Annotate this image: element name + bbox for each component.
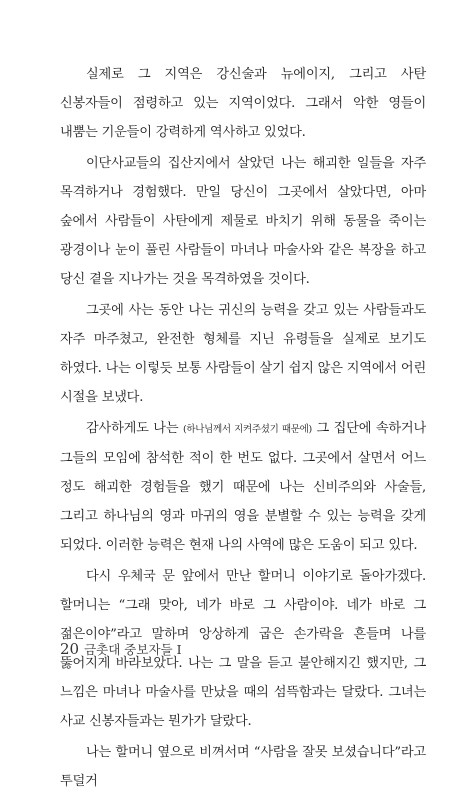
paragraph-4-text-after: 그 집단에 속하거나 그들의 모임에 참석한 적이 한 번도 없다. 그곳에서 살면서 어느 정도 해괴한 경험들을 했기 때문에 나는 신비주의와 사술들, 그리고 하나님의 영과 마귀의 영을 분별할 수 있는 능력을 갖게 되었다. 이러한 능력은 현재 나의 사역에 많은 도움이 되고 있다. bbox=[60, 421, 426, 553]
paragraph-4-text-before: 감사하게도 나는 bbox=[86, 421, 183, 436]
paragraph-5: 다시 우체국 문 앞에서 만난 할머니 이야기로 돌아가겠다. 할머니는 “그래 맞아, 네가 바로 그 사람이야. 네가 바로 그 젊은이야”라고 말하며 앙상하게 굽은 손가락을 흔들며 나를 뚫어지게 바라보았다. 나는 그 말을 듣고 불안해지긴 했지만, 그 느낌은 마녀나 마술사를 만났을 때의 섬뜩함과는 달랐다. 그녀는 사교 신봉자들과는 뭔가가 달랐다. bbox=[60, 569, 426, 729]
paragraph-4-parenthetical: (하나님께서 지켜주셨기 때문에) bbox=[182, 424, 312, 435]
body-text bbox=[60, 60, 426, 796]
paragraph-1: 실제로 그 지역은 강신술과 뉴에이지, 그리고 사탄 신봉자들이 점령하고 있는 지역이었다. 그래서 악한 영들이 내뿜는 기운들이 강력하게 역사하고 있었다. bbox=[60, 67, 426, 140]
paragraph-2: 이단사교들의 집산지에서 살았던 나는 해괴한 일들을 자주 목격하거나 경험했다. 만일 당신이 그곳에서 살았다면, 아마 숲에서 사람들이 사탄에게 제물로 바치기 위해 동물을 죽이는 광경이나 눈이 풀린 사람들이 마녀나 마술사와 같은 복장을 하고 당신 곁을 지나가는 것을 목격하였을 것이다. bbox=[60, 156, 426, 287]
page-footer bbox=[60, 640, 182, 658]
paragraph-3: 그곳에 사는 동안 나는 귀신의 능력을 갖고 있는 사람들과도 자주 마주쳤고, 완전한 형체를 지닌 유령들을 실제로 보기도 하였다. 나는 이렇듯 보통 사람들이 살기 쉽지 않은 지역에서 어린 시절을 보냈다. bbox=[60, 303, 426, 405]
paragraph-6: 나는 할머니 옆으로 비껴서며 “사람을 잘못 보셨습니다”라고 투덜거 bbox=[60, 745, 426, 789]
book-title: 금촛대 중보자들 I bbox=[84, 642, 182, 657]
paragraph-4 bbox=[60, 414, 426, 560]
page-number: 20 bbox=[60, 640, 80, 658]
